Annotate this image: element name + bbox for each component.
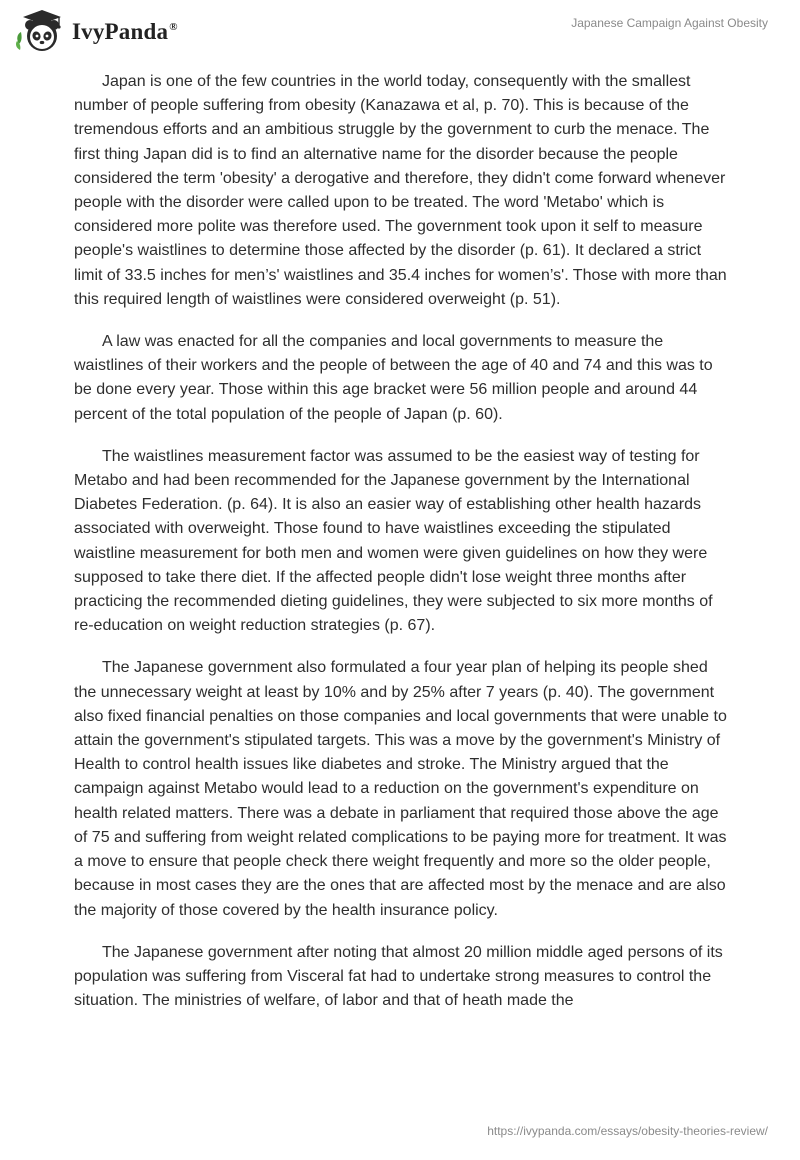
brand-name-text: IvyPanda [72,19,169,44]
panda-graduate-icon [14,6,68,56]
paragraph-2: A law was enacted for all the companies and local governments to measure the waistlines of their workers and the people of between the age of 40 and 74 and this was to be done every year. Those within this age bracket were 56 million people and around 44 percent of the total population of the people of Japan (p. 60). [74,333,713,423]
paragraph-1: Japan is one of the few countries in the world today, consequently with the smallest number of people suffering from obesity (Kanazawa et al, p. 70). This is because of the tremendous efforts and an ambitious struggle by the government to curb the menace. The first thing Japan did is to find an alternative name for the disorder because the people considered the term 'obesity' a derogative and therefore, they didn't come forward whenever people with the disorder were called upon to be treated. The word 'Metabo' which is considered more polite was therefore used. The government took upon it self to measure people's waistlines to determine those affected by the disorder (p. 61). It declared a strict limit of 33.5 inches for men’s' waistlines and 35.4 inches for women’s'. Those with more than this required length of waistlines were considered overweight (p. 51). [74,73,727,308]
paragraph-3: The waistlines measurement factor was assumed to be the easiest way of testing for Metabo and had been recommended for the Japanese government by the International Diabetes Federation. (p. 64). It is also an easier way of establishing other health hazards associated with overweight. Those found to have waistlines exceeding the stipulated waistline measurement for both men and women were given guidelines on how they were supposed to take there diet. If the affected people didn't lose weight three months after practicing the recommended dieting guidelines, they were subjected to six more months of re-education on weight reduction strategies (p. 67). [74,447,713,635]
essay-body [74,70,730,1031]
brand-logo[interactable] [14,6,178,56]
page-header [0,0,800,64]
source-url[interactable]: https://ivypanda.com/essays/obesity-theories-review/ [487,1124,768,1138]
brand-name [72,19,178,45]
paragraph-4: The Japanese government also formulated a four year plan of helping its people shed the unnecessary weight at least by 10% and by 25% after 7 years (p. 40). The government also fixed financial penalties on those companies and local governments that were unable to attain the government's stipulated targets. This was a move by the government's Ministry of Health to control health issues like diabetes and stroke. The Ministry argued that the campaign against Metabo would lead to a reduction on the government's expenditure on health related matters. There was a debate in parliament that required those above the age of 75 and suffering from weight related complications to be paying more for treatment. It was a move to ensure that people check there weight frequently and more so the older people, because in most cases they are the ones that are affected most by the menace and are also the majority of those covered by the health insurance policy. [74,659,727,919]
paragraph-5: The Japanese government after noting that almost 20 million middle aged persons of its population was suffering from Visceral fat had to undertake strong measures to control the situation. The ministries of welfare, of labor and that of heath made the [74,943,723,1010]
registered-mark: ® [169,21,178,33]
document-title: Japanese Campaign Against Obesity [571,16,768,30]
